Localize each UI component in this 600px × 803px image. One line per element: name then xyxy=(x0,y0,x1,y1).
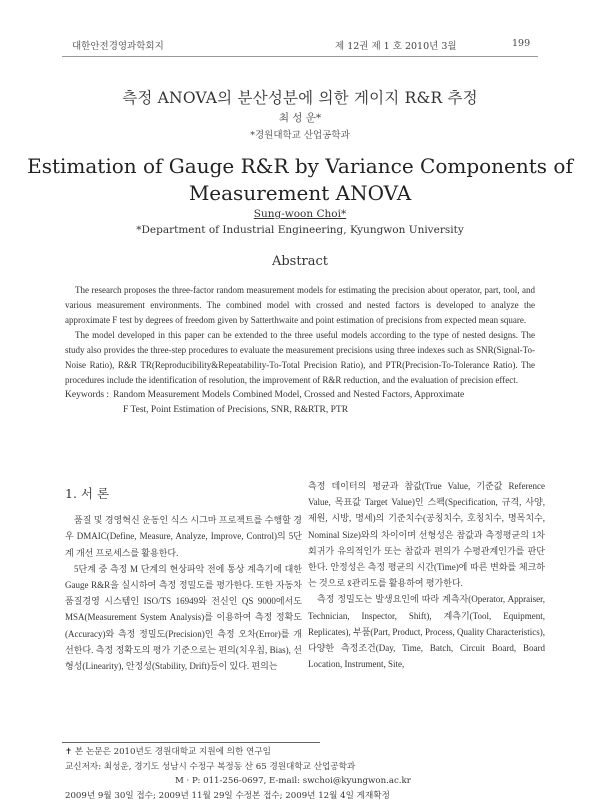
left-column xyxy=(65,480,302,674)
footnote-funding: ✝ 본 논문은 2010년도 경원대학교 지원에 의한 연구임 xyxy=(65,745,565,760)
title-english xyxy=(0,153,600,207)
keywords-label: Keywords : xyxy=(65,388,109,403)
keywords-line1: Random Measurement Models Combined Model, Crossed and Nested Factors, Approximate xyxy=(109,388,464,403)
footnote-corresponding-author: 교신저자: 최성운, 경기도 성남시 수정구 복정동 산 65 경원대학교 산업공학과 xyxy=(65,760,565,775)
header-rule xyxy=(62,56,538,57)
page-number: 199 xyxy=(512,38,530,49)
title-english-line1: Estimation of Gauge R&R by Variance Components of xyxy=(0,153,600,180)
abstract-body xyxy=(65,283,535,418)
volume-issue: 제 12권 제 1 호 2010년 3월 xyxy=(335,38,457,52)
body-paragraph-3: 측정 데이터의 평균과 참값(True Value, 기준값 Reference Value, 목표값 Target Value)인 스펙(Specification, 규격, 사양, 제원, 시방, 명세)의 기준치수(공칭치수, 호칭치수, 명목치수, Nominal Size)와의 차이이며 선형성은 참값과 측정평균의 1차 회귀가 유의적인가 또는 참값과 편의가 수평관계인가를 판단한다. 안정성은 측정 평균의 시간(Time)에 따른 변화를 체크하는 것으로 x̄관리도를 활용하여 평가한다. xyxy=(308,478,545,591)
abstract-paragraph-1: The research proposes the three-factor random measurement models for estimating the precision about operator, part, tool, and various measurement environments. The combined model with crossed and nested factors is developed to analyze the approximate F test by degrees of freedom given by Satterthwaite and point estimation of precisions from expected mean square. xyxy=(65,283,535,328)
footnote-contact: M · P: 011-256-0697, E-mail: swchoi@kyungwon.ac.kr xyxy=(65,774,565,789)
footnote-rule xyxy=(62,742,320,743)
title-english-line2: Measurement ANOVA xyxy=(0,180,600,207)
body-paragraph-1: 품질 및 경영혁신 운동인 식스 시그마 프로젝트를 수행할 경우 DMAIC(Define, Measure, Analyze, Improve, Control)의 5단계 개선 프로세스를 활용한다. xyxy=(65,512,302,561)
author-english-name: Sung-woon Choi* xyxy=(254,208,346,220)
affiliation-english: *Department of Industrial Engineering, Kyungwon University xyxy=(0,224,600,236)
journal-name: 대한안전경영과학회지 xyxy=(72,38,164,52)
body-paragraph-4: 측정 정밀도는 발생요인에 따라 계측자(Operator, Appraiser, Technician, Inspector, Shift), 계측기(Tool, Equipment, Replicates), 부품(Part, Product, Process, Quality Characteristics), 다양한 측정조건(Day, Time, Batch, Circuit Board, Board Location, Instrument, Site, xyxy=(308,591,545,672)
keywords-line2: F Test, Point Estimation of Precisions, SNR, R&RTR, PTR xyxy=(65,403,535,418)
section-heading: 1. 서 론 xyxy=(65,486,302,502)
footnote-dates: 2009년 9월 30일 접수; 2009년 11월 29일 수정본 접수; 2009년 12월 4일 게재확정 xyxy=(65,789,565,803)
abstract-heading: Abstract xyxy=(0,254,600,269)
author-english xyxy=(0,208,600,220)
body-paragraph-2: 5단계 중 측정 M 단계의 현상파악 전에 통상 계측기에 대한 Gauge R&R을 실시하여 측정 정밀도를 평가한다. 또한 자동차 품질경영 시스템인 ISO/TS 16949와 전신인 QS 9000에서도 MSA(Measurement System Analysis)를 이용하여 측정 정확도(Accuracy)와 측정 정밀도(Precision)인 측정 오차(Error)를 개선한다. 측정 정확도의 평가 기준으로는 편의(치우침, Bias), 선형성(Linearity), 안정성(Stability, Drift)등이 있다. 편의는 xyxy=(65,561,302,674)
author-korean: 최 성 운* xyxy=(0,110,600,125)
keywords xyxy=(65,388,535,418)
right-column xyxy=(308,478,545,672)
abstract-paragraph-2: The model developed in this paper can be extended to the three useful models according to the type of nested designs. The study also provides the three-step procedures to evaluate the measurement precisions using three indexes such as SNR(Signal-To-Noise Ratio), R&R TR(Reproducibility&Repeatability-To-Total Precision Ratio), and PTR(Precision-To-Tolerance Ratio). The procedures include the identification of resolution, the improvement of R&R reduction, and the evaluation of precision effect. xyxy=(65,328,535,388)
footnote xyxy=(65,745,565,803)
title-korean: 측정 ANOVA의 분산성분에 의한 게이지 R&R 추정 xyxy=(0,86,600,108)
affiliation-korean: *경원대학교 산업공학과 xyxy=(0,127,600,141)
